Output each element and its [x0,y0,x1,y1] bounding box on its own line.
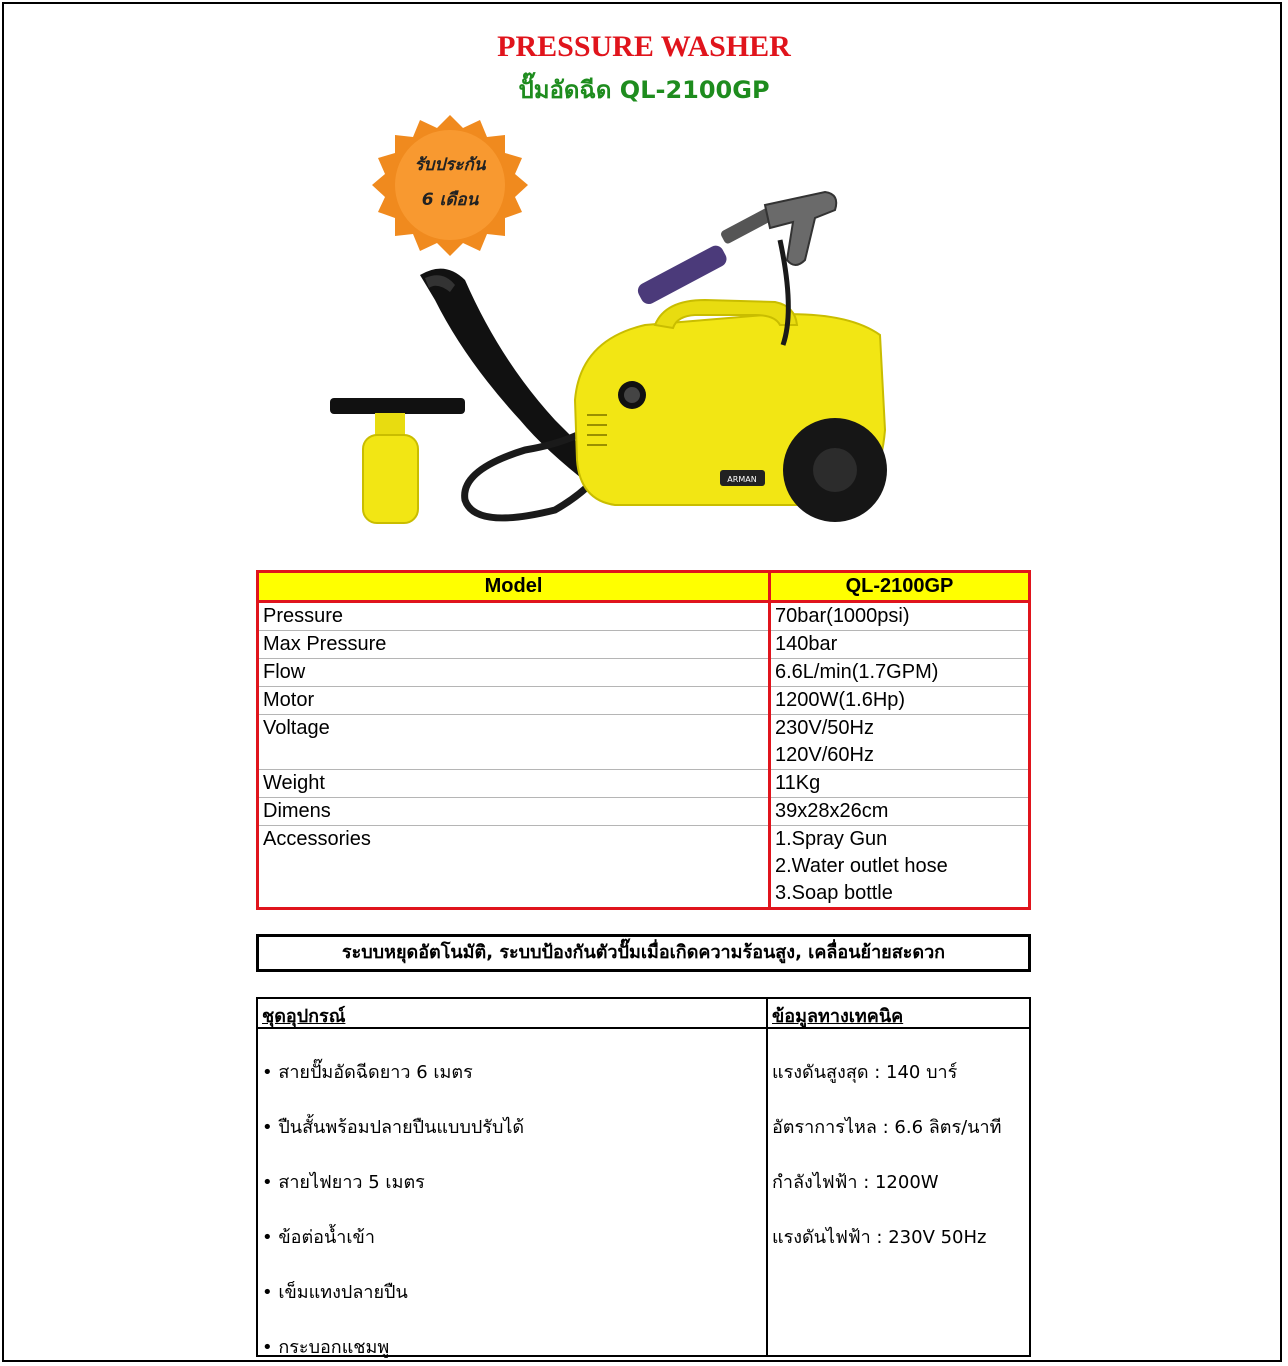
list-item: • ข้อต่อน้ำเข้า [262,1227,375,1248]
table-row [258,659,1030,687]
warranty-badge-line2: 6 เดือน [421,190,479,210]
spec-value [770,715,1030,770]
spec-value: 140bar [770,631,1030,659]
spec-label: Pressure [258,602,770,631]
list-item: • เข็มแทงปลายปืน [262,1282,408,1303]
details-box [256,997,1031,1357]
spec-table-header [258,572,1030,602]
spec-table [256,570,1031,910]
spec-value: 39x28x26cm [770,798,1030,826]
brand-label-text: ARMAN [727,475,757,484]
spec-value: 6.6L/min(1.7GPM) [770,659,1030,687]
list-item: • สายปั๊มอัดฉีดยาว 6 เมตร [262,1062,473,1083]
tech-item: กำลังไฟฟ้า : 1200W [772,1172,939,1193]
list-item: • ปืนสั้นพร้อมปลายปืนแบบปรับได้ [262,1117,525,1138]
details-header [258,999,1029,1029]
tech-item: แรงดันไฟฟ้า : 230V 50Hz [772,1227,987,1248]
list-item: • สายไฟยาว 5 เมตร [262,1172,425,1193]
spec-value [770,826,1030,909]
spec-label: Weight [258,770,770,798]
spec-header-model-value: QL-2100GP [770,572,1030,602]
table-row [258,798,1030,826]
column-divider [766,999,768,1355]
spec-value-line: 1.Spray Gun [775,828,888,850]
list-item: • กระบอกแชมพู [262,1337,390,1358]
technical-heading: ข้อมูลทางเทคนิค [772,1006,904,1027]
spec-value-line: 3.Soap bottle [775,882,893,904]
spec-label: Motor [258,687,770,715]
spec-label: Voltage [258,715,770,770]
spec-value: 11Kg [770,770,1030,798]
table-row [258,770,1030,798]
spec-value-line: 230V/50Hz [775,717,874,739]
spec-label: Dimens [258,798,770,826]
spec-header-model: Model [258,572,770,602]
page-title: PRESSURE WASHER [497,30,791,63]
soap-bottle [330,398,465,523]
tech-item: แรงดันสูงสุด : 140 บาร์ [772,1062,958,1083]
table-row [258,715,1030,770]
spec-value-line: 120V/60Hz [775,744,874,766]
table-row [258,826,1030,909]
warranty-badge [372,115,528,256]
spec-label: Accessories [258,826,770,909]
table-row [258,687,1030,715]
spec-label: Flow [258,659,770,687]
warranty-badge-line1: รับประกัน [414,155,486,175]
spec-value-line: 2.Water outlet hose [775,855,948,877]
features-banner: ระบบหยุดอัตโนมัติ, ระบบป้องกันตัวปั๊มเมื่อเกิดความร้อนสูง, เคลื่อนย้ายสะดวก [256,934,1031,972]
table-row [258,631,1030,659]
page-subtitle: ปั๊มอัดฉีด QL-2100GP [518,76,770,104]
wheel [783,418,887,522]
product-image [325,110,900,530]
equipment-heading: ชุดอุปกรณ์ [262,1006,346,1027]
spec-label: Max Pressure [258,631,770,659]
spec-value: 70bar(1000psi) [770,602,1030,631]
tech-item: อัตราการไหล : 6.6 ลิตร/นาที [772,1117,1002,1138]
table-row [258,602,1030,631]
spec-value: 1200W(1.6Hp) [770,687,1030,715]
